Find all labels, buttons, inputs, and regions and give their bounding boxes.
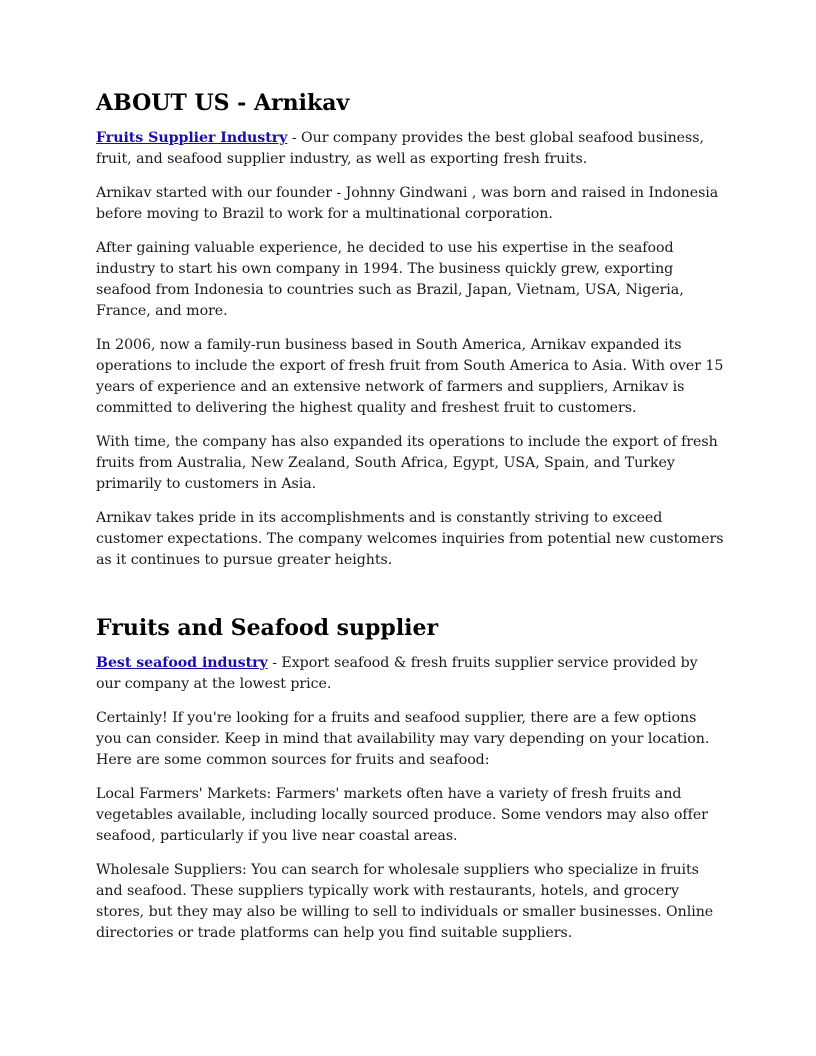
supplier-intro-text: - Export seafood & fresh fruits supplier service provided by our company at the lowest price. xyxy=(96,655,698,692)
supplier-paragraph-farmers-markets: Local Farmers' Markets: Farmers' markets often have a variety of fresh fruits and vegetables available, including locally sourced produce. Some vendors may also offer seafood, particularly if you live near coastal areas. xyxy=(96,786,708,844)
about-intro-text: - Our company provides the best global seafood business, fruit, and seafood supplier industry, as well as exporting fresh fruits. xyxy=(96,130,704,167)
about-paragraph-pride: Arnikav takes pride in its accomplishments and is constantly striving to exceed customer expectations. The company welcomes inquiries from potential new customers as it continues to pursue greater heights. xyxy=(96,510,724,568)
about-paragraph-founder: Arnikav started with our founder - Johnny Gindwani , was born and raised in Indonesia before moving to Brazil to work for a multinational corporation. xyxy=(96,185,719,222)
about-paragraph-markets: With time, the company has also expanded its operations to include the export of fresh fruits from Australia, New Zealand, South Africa, Egypt, USA, Spain, and Turkey primarily to customers in Asia. xyxy=(96,434,718,492)
supplier-paragraph-options: Certainly! If you're looking for a fruits and seafood supplier, there are a few options you can consider. Keep in mind that availability may vary depending on your location. Here are some common sources for fruits and seafood: xyxy=(96,710,710,768)
about-heading: ABOUT US - Arnikav xyxy=(96,90,350,116)
supplier-heading: Fruits and Seafood supplier xyxy=(96,615,439,641)
about-paragraph-history: After gaining valuable experience, he decided to use his expertise in the seafood industry to start his own company in 1994. The business quickly grew, exporting seafood from Indonesia to countries such as Brazil, Japan, Vietnam, USA, Nigeria, France, and more. xyxy=(96,240,684,319)
about-paragraph-expansion: In 2006, now a family-run business based in South America, Arnikav expanded its operations to include the export of fresh fruit from South America to Asia. With over 15 years of experience and an extensive network of farmers and suppliers, Arnikav is committed to delivering the highest quality and freshest fruit to customers. xyxy=(96,337,724,416)
supplier-intro-paragraph xyxy=(96,653,724,695)
supplier-paragraph-wholesale: Wholesale Suppliers: You can search for wholesale suppliers who specialize in fruits and seafood. These suppliers typically work with restaurants, hotels, and grocery stores, but they may also be willing to sell to individuals or smaller businesses. Online directories or trade platforms can help you find suitable suppliers. xyxy=(96,862,714,941)
best-seafood-industry-link[interactable]: Best seafood industry xyxy=(96,655,268,671)
document-page xyxy=(96,88,724,957)
fruits-supplier-industry-link[interactable]: Fruits Supplier Industry xyxy=(96,130,288,146)
about-intro-paragraph xyxy=(96,128,724,170)
